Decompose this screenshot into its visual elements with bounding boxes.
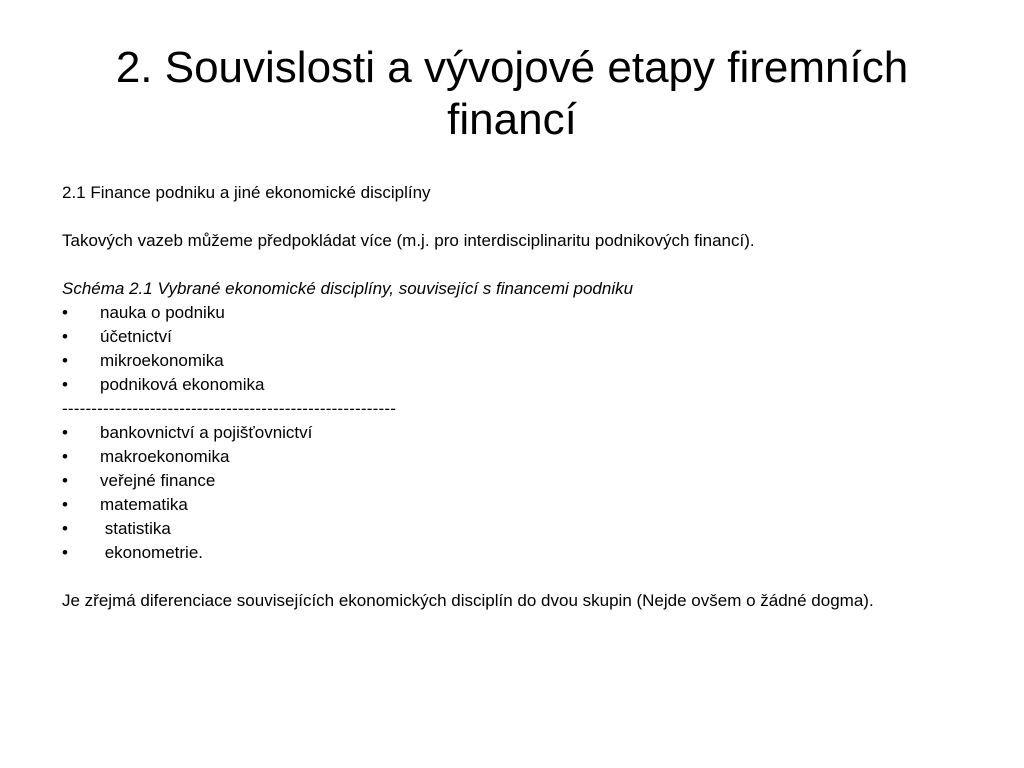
bullet-icon: •: [62, 303, 68, 322]
list-item-label: makroekonomika: [100, 447, 230, 466]
bullet-icon: •: [62, 423, 68, 442]
bullet-icon: •: [62, 447, 68, 466]
list-item: [62, 301, 962, 325]
slide-body: [62, 181, 962, 613]
bullet-icon: •: [62, 375, 68, 394]
list-item-label: bankovnictví a pojišťovnictví: [100, 423, 313, 442]
list-item-label: matematika: [100, 495, 188, 514]
list-item: [62, 373, 962, 397]
bullet-icon: •: [62, 351, 68, 370]
list-item-label: nauka o podniku: [100, 303, 225, 322]
bullet-icon: •: [62, 543, 68, 562]
list-item-label: statistika: [100, 519, 171, 538]
bullet-icon: •: [62, 495, 68, 514]
list-item-label: ekonometrie.: [100, 543, 203, 562]
list-item: [62, 325, 962, 349]
slide-title: 2. Souvislosti a vývojové etapy firemních financí: [115, 43, 909, 144]
list-item: [62, 541, 962, 565]
list-item: [62, 493, 962, 517]
spacer: [62, 565, 962, 589]
list-item: [62, 421, 962, 445]
list-item: [62, 445, 962, 469]
group-separator: ---------------------------------------------------------: [62, 399, 397, 418]
discipline-list-group-two: [62, 421, 962, 565]
spacer: [62, 253, 962, 277]
discipline-list-group-one: [62, 301, 962, 397]
list-item-label: účetnictví: [100, 327, 172, 346]
list-item: [62, 469, 962, 493]
bullet-icon: •: [62, 327, 68, 346]
intro-paragraph: Takových vazeb můžeme předpokládat více (m.j. pro interdisciplinaritu podnikových financí).: [62, 231, 755, 250]
list-item-label: mikroekonomika: [100, 351, 224, 370]
spacer: [62, 205, 962, 229]
section-heading: 2.1 Finance podniku a jiné ekonomické disciplíny: [62, 183, 431, 202]
list-item-label: podniková ekonomika: [100, 375, 265, 394]
list-item: [62, 517, 962, 541]
list-item: [62, 349, 962, 373]
bullet-icon: •: [62, 471, 68, 490]
schema-caption: Schéma 2.1 Vybrané ekonomické disciplíny, související s financemi podniku: [62, 279, 634, 298]
conclusion-paragraph: Je zřejmá diferenciace souvisejících ekonomických disciplín do dvou skupin (Nejde ovšem o žádné dogma).: [62, 591, 874, 610]
bullet-icon: •: [62, 519, 68, 538]
list-item-label: veřejné finance: [100, 471, 216, 490]
